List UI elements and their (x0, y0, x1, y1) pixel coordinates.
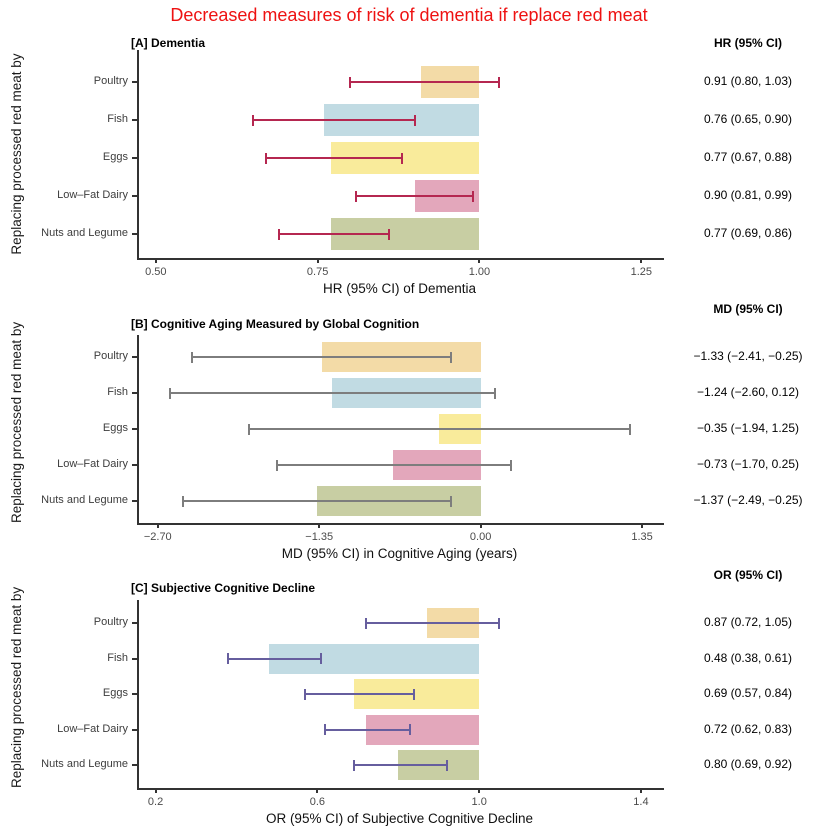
ci-whisker (354, 764, 447, 766)
x-axis-tick (478, 788, 480, 793)
panel-title: [A] Dementia (131, 36, 206, 50)
x-axis-tick (155, 258, 157, 263)
plot-area (139, 335, 662, 543)
x-tick-label: 1.4 (633, 796, 649, 808)
estimate-label: 0.48 (0.38, 0.61) (703, 650, 793, 665)
y-axis-title: Replacing processed red meat by (9, 53, 24, 255)
y-axis-title: Replacing processed red meat by (9, 321, 24, 523)
ci-whisker (356, 195, 473, 197)
x-tick-label: 0.75 (306, 266, 329, 278)
ci-cap (248, 424, 250, 435)
panel-title: [C] Subjective Cognitive Decline (131, 581, 316, 595)
estimate-label: −1.37 (−2.49, −0.25) (693, 493, 803, 507)
ci-cap (414, 115, 416, 126)
ci-cap (629, 424, 631, 435)
category-label: Low–Fat Dairy (57, 458, 128, 470)
estimate-label: 0.76 (0.65, 0.90) (703, 112, 793, 126)
estimate-label: 0.80 (0.69, 0.92) (703, 757, 793, 771)
category-label: Eggs (102, 687, 128, 699)
x-tick-label: 1.0 (471, 796, 487, 808)
x-tick-label: −1.35 (305, 531, 334, 543)
estimate-label: 0.90 (0.81, 0.99) (703, 188, 793, 202)
ci-cap (191, 352, 193, 363)
ci-cap (450, 496, 452, 507)
category-label: Fish (107, 651, 128, 664)
ci-whisker (228, 658, 321, 660)
estimate-label: −1.33 (−2.41, −0.25) (693, 349, 803, 363)
ci-cap (182, 496, 184, 507)
category-label: Fish (107, 113, 128, 125)
x-axis-line (137, 258, 664, 260)
y-axis-tick (132, 658, 137, 660)
y-axis-tick (132, 233, 137, 235)
x-tick-label: 0.50 (145, 266, 167, 278)
x-axis-title: OR (95% CI) of Subjective Cognitive Decline (265, 811, 534, 826)
x-tick-label: 0.2 (147, 796, 164, 808)
ci-cap (365, 618, 367, 629)
ci-cap (472, 191, 474, 202)
category-label: Low–Fat Dairy (57, 722, 128, 735)
panel-b (0, 297, 818, 560)
ci-whisker (266, 157, 402, 159)
x-tick-label: −2.70 (143, 531, 172, 543)
ci-whisker (350, 81, 499, 83)
x-axis-tick (640, 258, 642, 263)
ci-cap (265, 153, 267, 164)
value-column-header: OR (95% CI) (713, 568, 783, 582)
ci-whisker (192, 356, 450, 358)
plot-area (139, 600, 662, 808)
y-axis-tick (132, 195, 137, 197)
estimate-label: −0.73 (−1.70, 0.25) (696, 457, 800, 471)
figure-title: Decreased measures of risk of dementia if replace red meat (170, 5, 648, 25)
x-axis-tick (317, 258, 319, 263)
y-axis-tick (132, 464, 137, 466)
ci-cap (413, 689, 415, 700)
category-label: Eggs (102, 422, 128, 434)
ci-whisker (277, 464, 510, 466)
plot-area (139, 50, 662, 278)
ci-cap (498, 618, 500, 629)
estimate-label: 0.87 (0.72, 1.05) (703, 615, 793, 629)
x-tick-label: 1.00 (468, 266, 491, 278)
x-axis-tick (318, 523, 320, 528)
estimate-label: 0.77 (0.67, 0.88) (703, 150, 793, 164)
x-tick-label: 1.35 (631, 531, 653, 543)
estimate-label: −1.24 (−2.60, 0.12) (696, 385, 800, 399)
x-axis-tick (316, 788, 318, 793)
ci-whisker (366, 622, 499, 624)
ci-cap (446, 760, 448, 771)
estimate-label: −0.35 (−1.94, 1.25) (696, 421, 800, 435)
ci-whisker (279, 233, 389, 235)
panel-a (0, 30, 818, 295)
ci-cap (252, 115, 254, 126)
y-axis-tick (132, 764, 137, 766)
ci-cap (320, 653, 322, 664)
x-axis-tick (157, 523, 159, 528)
x-axis-tick (155, 788, 157, 793)
y-axis-tick (132, 729, 137, 731)
y-axis-tick (132, 428, 137, 430)
x-axis-tick (480, 523, 482, 528)
estimate-label: 0.72 (0.62, 0.83) (703, 721, 793, 736)
y-axis-tick (132, 119, 137, 121)
y-axis-title: Replacing processed red meat by (9, 586, 24, 788)
y-axis-tick (132, 81, 137, 83)
ci-cap (388, 229, 390, 240)
ci-cap (353, 760, 355, 771)
ci-whisker (249, 428, 630, 430)
y-axis-tick (132, 622, 137, 624)
category-label: Fish (107, 386, 128, 398)
x-axis-tick (640, 788, 642, 793)
x-axis-title: MD (95% CI) in Cognitive Aging (years) (281, 546, 518, 561)
category-label: Nuts and Legume (41, 758, 128, 770)
y-axis-tick (132, 356, 137, 358)
y-axis-tick (132, 392, 137, 394)
y-axis-tick (132, 693, 137, 695)
value-column-header: MD (95% CI) (713, 302, 783, 316)
ci-cap (494, 388, 496, 399)
y-axis-tick (132, 157, 137, 159)
x-tick-label: 0.00 (469, 531, 492, 543)
ci-whisker (183, 500, 451, 502)
ci-cap (278, 229, 280, 240)
ci-whisker (305, 693, 414, 695)
estimate-label: 0.91 (0.80, 1.03) (703, 74, 793, 88)
category-label: Nuts and Legume (41, 227, 128, 239)
ci-cap (498, 77, 500, 88)
category-label: Poultry (93, 616, 128, 628)
value-column-header: HR (95% CI) (713, 36, 782, 50)
ci-whisker (253, 119, 415, 121)
x-axis-title: HR (95% CI) of Dementia (322, 281, 477, 296)
ci-cap (349, 77, 351, 88)
x-tick-label: 0.6 (309, 796, 326, 808)
panel-title: [B] Cognitive Aging Measured by Global Cognition (131, 317, 420, 331)
category-label: Low–Fat Dairy (57, 189, 128, 201)
category-label: Poultry (93, 75, 128, 87)
panel-c (0, 562, 818, 827)
ci-cap (324, 724, 326, 735)
estimate-label: 0.69 (0.57, 0.84) (703, 686, 793, 700)
ci-cap (227, 653, 229, 664)
x-axis-tick (478, 258, 480, 263)
category-label: Nuts and Legume (41, 494, 128, 506)
ci-whisker (170, 392, 495, 394)
ci-cap (401, 153, 403, 164)
category-label: Eggs (102, 151, 128, 163)
ci-cap (510, 460, 512, 471)
y-axis-tick (132, 500, 137, 502)
ci-cap (276, 460, 278, 471)
category-label: Poultry (93, 350, 128, 362)
ci-cap (304, 689, 306, 700)
x-tick-label: 1.25 (630, 266, 652, 278)
x-axis-line (137, 788, 664, 790)
x-axis-line (137, 523, 664, 525)
estimate-label: 0.77 (0.69, 0.86) (703, 226, 793, 240)
ci-cap (450, 352, 452, 363)
x-axis-tick (641, 523, 643, 528)
ci-cap (409, 724, 411, 735)
ci-cap (355, 191, 357, 202)
ci-cap (169, 388, 171, 399)
ci-whisker (325, 729, 410, 731)
